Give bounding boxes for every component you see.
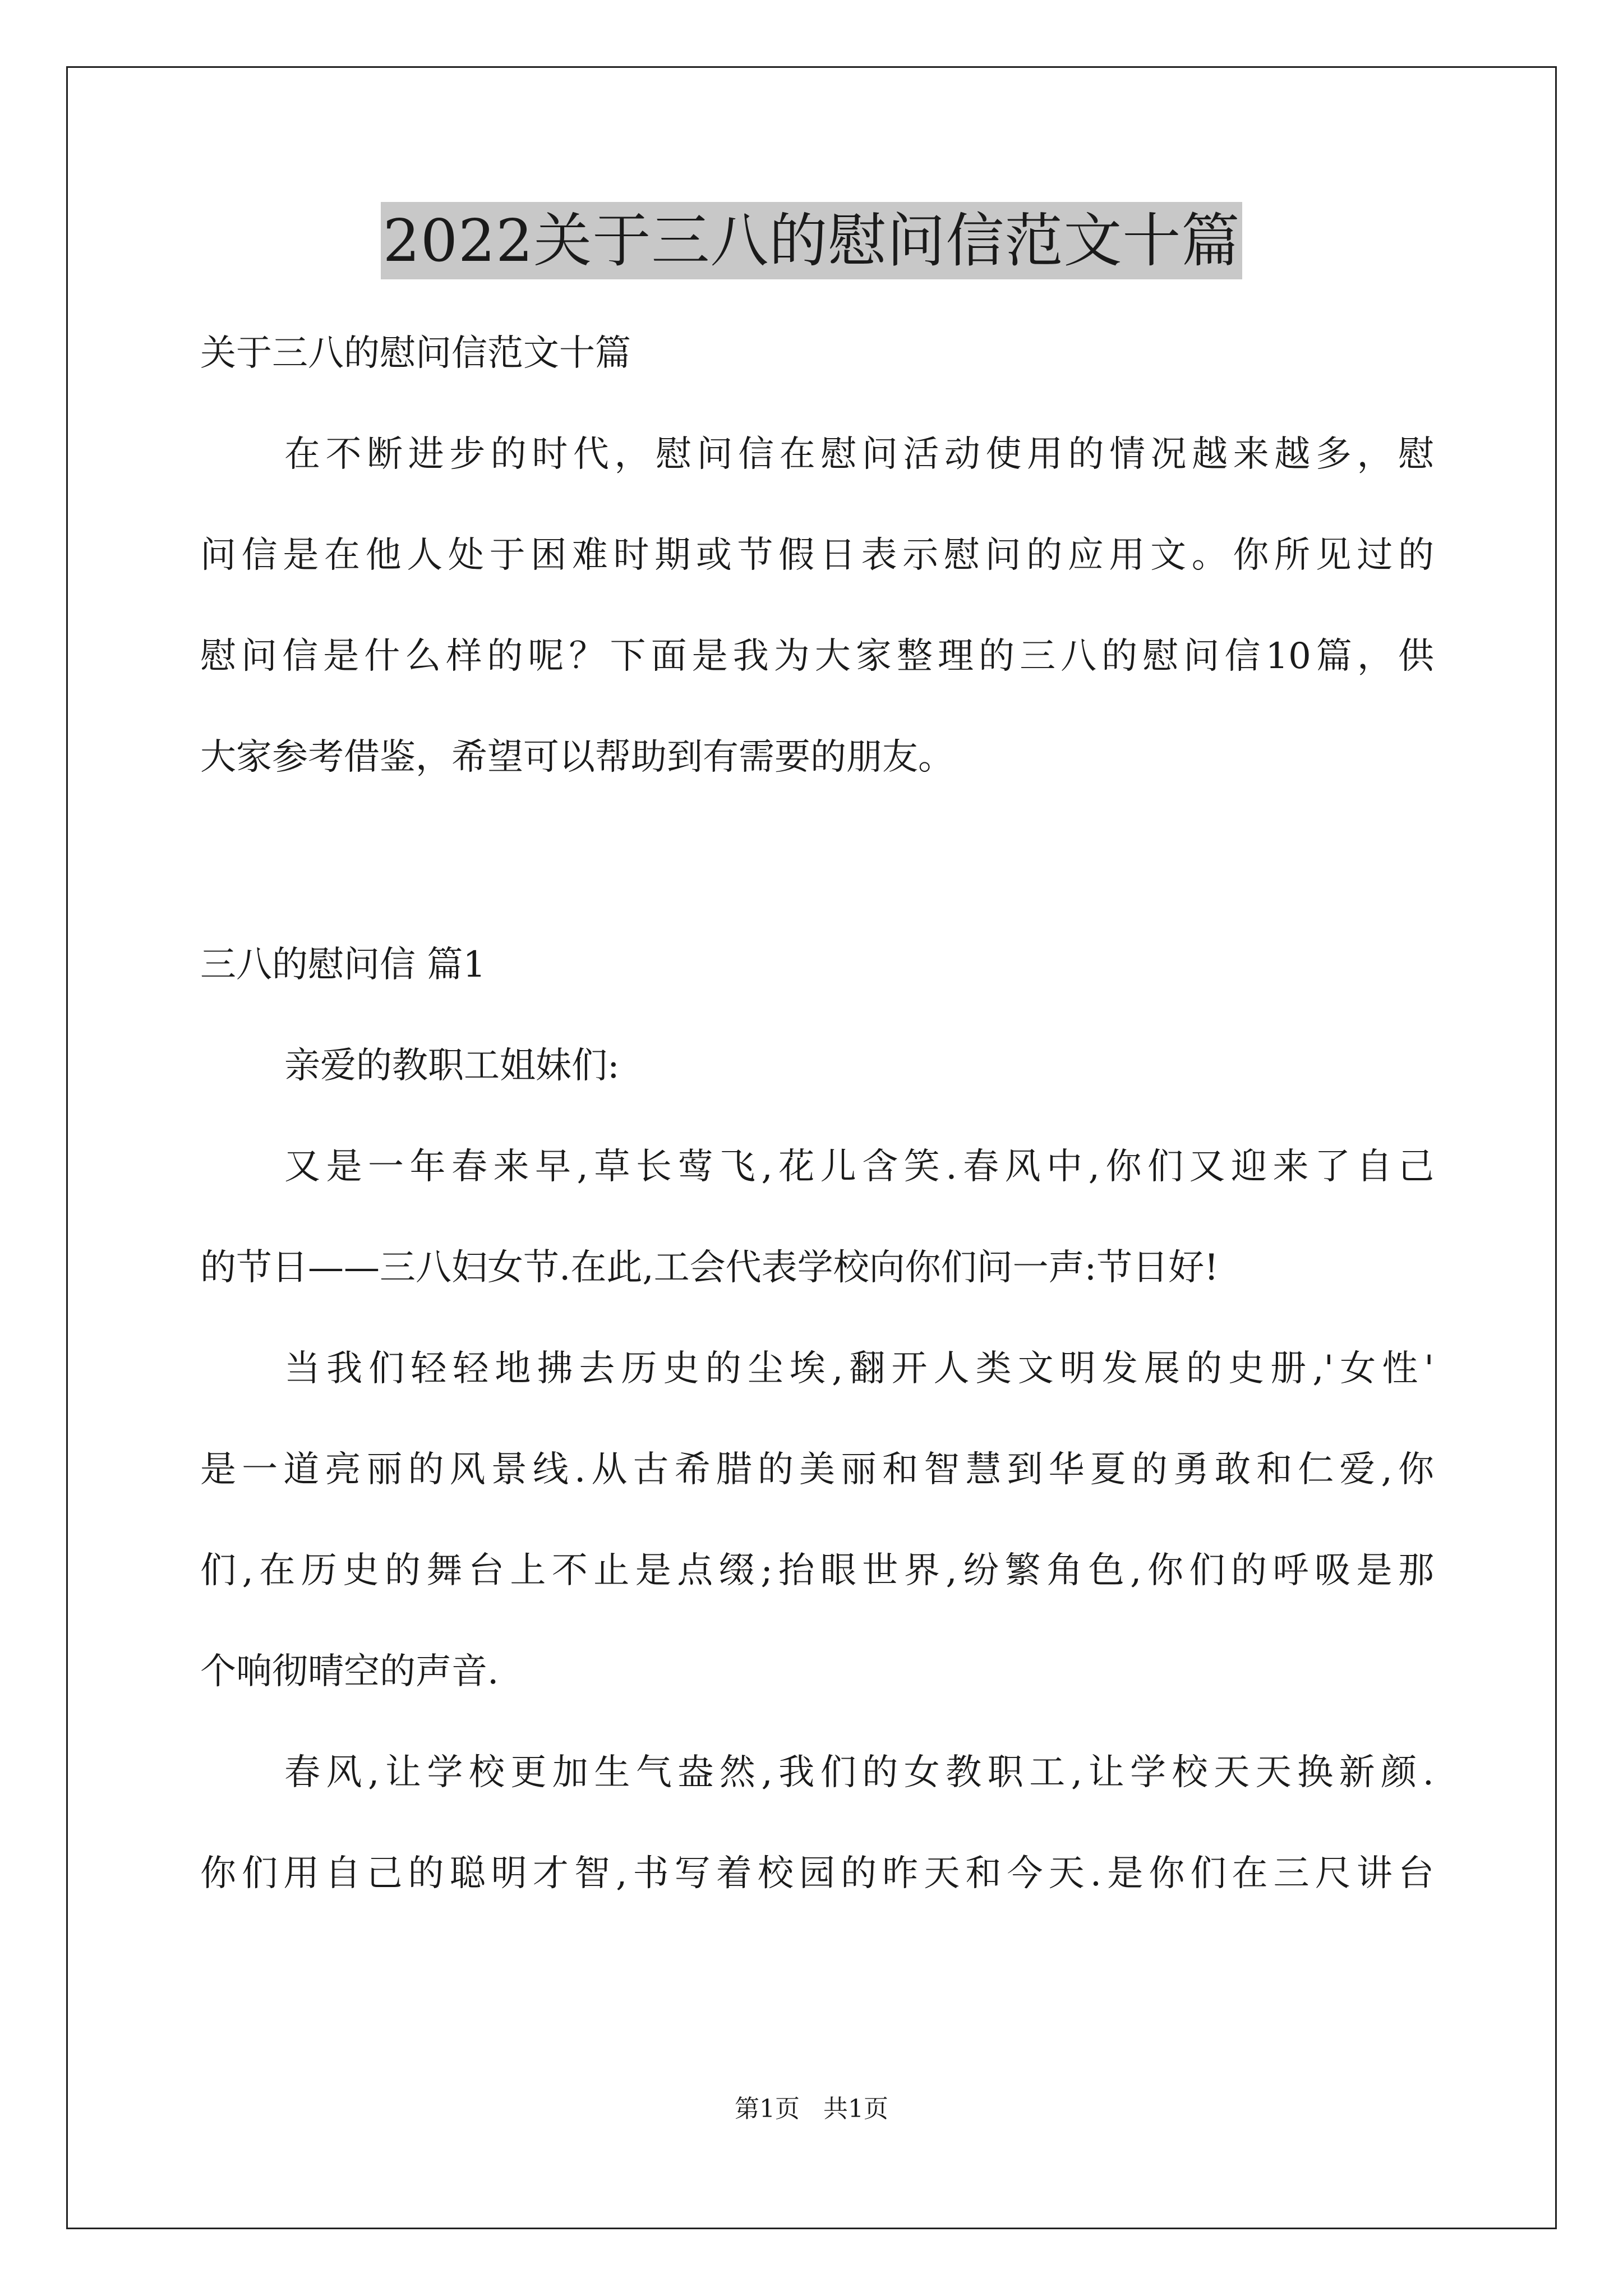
- page-number-footer: 第1页 共1页: [735, 2095, 888, 2123]
- intro-line: 问信是在他人处于困难时期或节假日表示慰问的应用文。你所见过的: [200, 535, 1434, 576]
- paragraph-line: 春风,让学校更加生气盎然,我们的女教职工,让学校天天换新颜.: [284, 1752, 1434, 1793]
- letter-greeting: 亲爱的教职工姐妹们:: [284, 1045, 620, 1087]
- paragraph-line: 们,在历史的舞台上不止是点缀;抬眼世界,纷繁角色,你们的呼吸是那: [200, 1550, 1434, 1591]
- paragraph-line: 的节日——三八妇女节.在此,工会代表学校向你们问一声:节日好!: [200, 1247, 1219, 1289]
- paragraph-line: 又是一年春来早,草长莺飞,花儿含笑.春风中,你们又迎来了自己: [284, 1146, 1434, 1188]
- document-subtitle: 关于三八的慰问信范文十篇: [200, 333, 631, 374]
- paragraph-line: 个响彻晴空的声音.: [200, 1651, 499, 1692]
- paragraph-line: 当我们轻轻地拂去历史的尘埃,翻开人类文明发展的史册,'女性': [284, 1348, 1434, 1389]
- spacer: [200, 808, 1434, 914]
- intro-line: 在不断进步的时代，慰问信在慰问活动使用的情况越来越多，慰: [284, 434, 1434, 475]
- document-body: [200, 303, 1434, 1924]
- intro-line: 慰问信是什么样的呢？下面是我为大家整理的三八的慰问信10篇，供: [200, 636, 1434, 677]
- paragraph-line: 是一道亮丽的风景线.从古希腊的美丽和智慧到华夏的勇敢和仁爱,你: [200, 1449, 1434, 1490]
- paragraph-line: 你们用自己的聪明才智,书写着校园的昨天和今天.是你们在三尺讲台: [200, 1853, 1434, 1894]
- intro-line: 大家参考借鉴，希望可以帮助到有需要的朋友。: [200, 737, 954, 778]
- section-heading: 三八的慰问信 篇1: [200, 944, 486, 986]
- title-area: [0, 202, 1623, 279]
- document-title: 2022关于三八的慰问信范文十篇: [381, 202, 1243, 279]
